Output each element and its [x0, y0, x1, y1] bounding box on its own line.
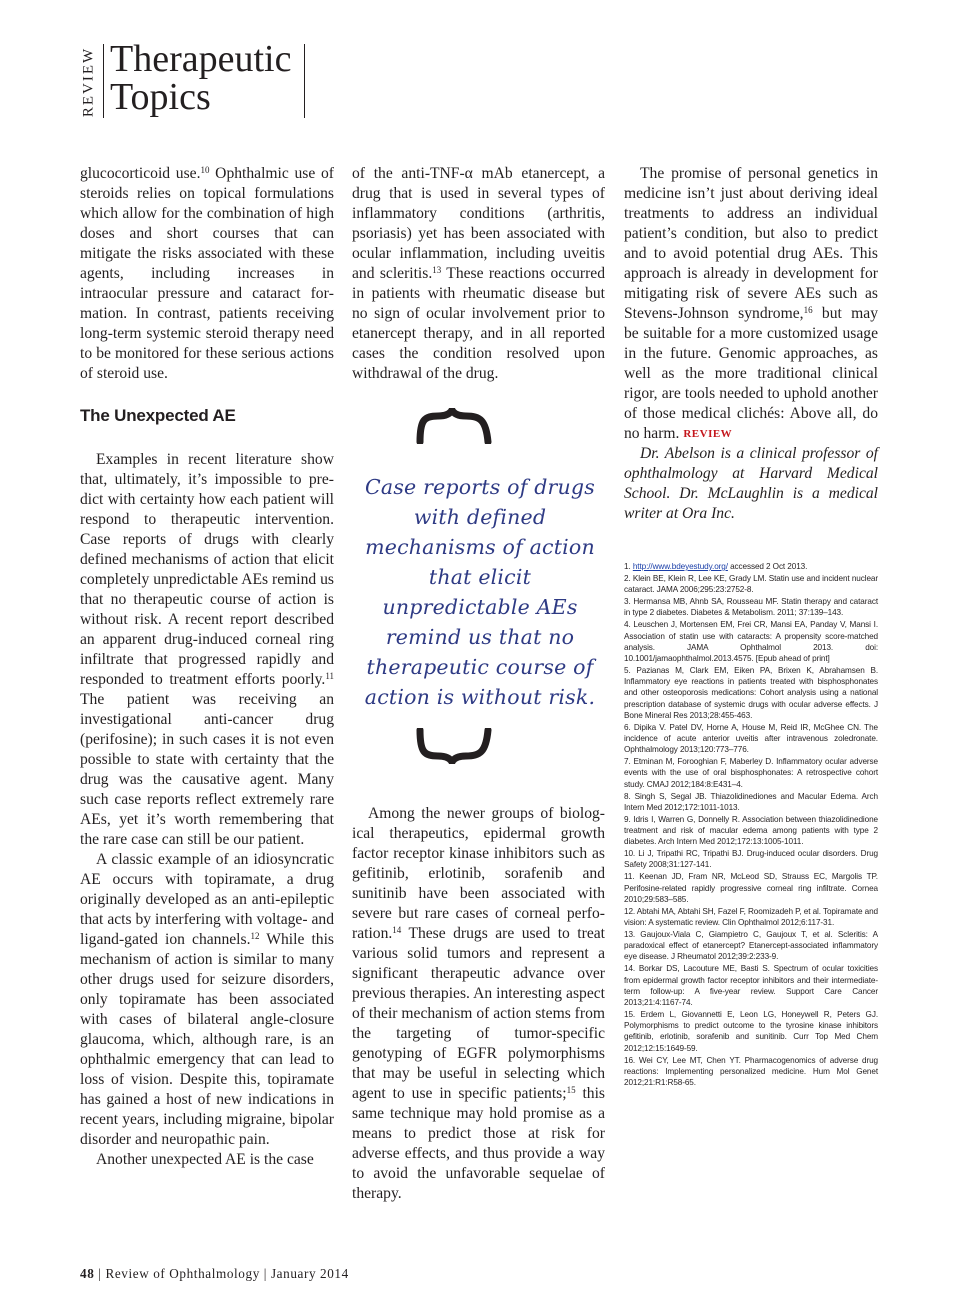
- citation: 13: [432, 265, 442, 275]
- section-title-line2: Topics: [110, 76, 211, 118]
- end-of-article-badge: REVIEW: [683, 428, 733, 440]
- paragraph: Another unexpected AE is the case: [96, 1151, 314, 1168]
- pull-quote: Case reports of drugs with defined mechanisms of action that elicit unpredictable AEs remind us that no therapeutic course of action is without risk.: [364, 475, 596, 709]
- reference-item: 1. http://www.bdeyestudy.org/ accessed 2 Oct 2013.: [624, 562, 808, 571]
- reference-item: 7. Etminan M, Forooghian F, Maberley D. Inflammatory ocular adverse events with the use of oral bisphosphonates: A retrospective cohort study. CMAJ 2012;184:8:E431–4.: [624, 757, 878, 789]
- column-2-top: [352, 164, 605, 384]
- section-heading: The Unexpected AE: [80, 406, 236, 425]
- citation: 15: [566, 1085, 576, 1095]
- reference-item: 3. Hermansa MB, Ahnb SA, Rousseau MF. Statin therapy and cataract in type 2 diabetes. Diabetes & Metabolism. 2011; 37:139–143.: [624, 597, 878, 618]
- citation: 12: [250, 931, 260, 941]
- close-brace-decoration: [416, 728, 492, 764]
- paragraph: A classic example of an idiosyncratic AE occurs with topiramate, a drug originally developed as an anti-epileptic that acts by interfering with voltage- and ligand-gated ion channels.$^{12}$ While this mechanism of action is similar to many other drugs used for seizure disorders, only topiramate has been associated with cases of bilateral angle-closure glaucoma, which, although rare, is an ophthalmic emergency that can lead to loss of vision. Despite this, topiramate has gained a host of new indications in recent years, including migraine, bipolar disorder and neuropathic pain.: [80, 851, 334, 1148]
- paragraph: The promise of personal genetics in medicine isn’t just about deriving ideal treatments to address an individual patient’s condition, but also to predict and to avoid potential drug AEs. This approach is already in development for mitigating risk of severe AEs such as Stevens-Johnson syndrome,$^{16}$ but may be suitable for a more customized usage in the future. Genomic approaches, as well as the more traditional clinical rigor, are tools needed to uphold another of those medical clichés: Above all, do no harm. REVIEW: [624, 165, 878, 442]
- paragraph: of the anti-TNF-α mAb etanercept, a drug that is used in several types of inflammatory conditions (arthritis, psoriasis) yet has been associated with ocular inflammation, including uveitis and scleritis.$^{13}$ These reactions occurred in patients with rheumatic disease but no sign of ocular involvement prior to etanercept therapy, and in all reported cases the condition resolved upon withdrawal of the drug.: [352, 165, 605, 382]
- reference-item: 4. Leuschen J, Mortensen EM, Frei CR, Mansi EA, Panday V, Mansi I. Association of statin use with cataracts: A propensity score-matched analysis. JAMA Ophthalmol 2013. doi: 10.1001/jamaophthalmol.2013.4575. [Epub ahead of print]: [624, 620, 878, 664]
- reference-item: 9. Idris I, Warren G, Donnelly R. Association between thiazolidinedione treatment and risk of macular edema among patients with type 2 diabetes. Arch Intern Med 2012;172:13:1005-1011.: [624, 814, 878, 847]
- citation: 10: [200, 165, 210, 175]
- header-divider-right: [304, 44, 305, 118]
- reference-item: 12. Abtahi MA, Abtahi SH, Fazel F, Roomizadeh P, et al. Topiramate and vision: A systematic review. Clin Ophthalmol 2012;6:117-31.: [624, 906, 878, 928]
- section-title-line1: Therapeutic: [110, 38, 292, 80]
- paragraph: glucocorticoid use.$^{10}$ Ophthalmic use of steroids relies on topical formulations which allow for the combination of high doses and short courses that can mitigate the risks associated with these agents, including increases in intraocular pressure and cataract formation. In contrast, patients receiving long-term systemic steroid therapy need to be monitored for these serious actions of steroid use.: [80, 165, 334, 382]
- open-brace-decoration: [416, 408, 492, 444]
- reference-item: 10. Li J, Tripathi RC, Tripathi BJ. Drug-induced ocular disorders. Drug Safety 2008;31:127-141.: [624, 849, 878, 870]
- references-list: [624, 561, 878, 1089]
- column-3: [624, 164, 878, 524]
- review-label: REVIEW: [80, 46, 97, 118]
- author-bio: Dr. Abelson is a clinical professor of ophthalmology at Harvard Medical School. Dr. McLaughlin is a medical writer at Ora Inc.: [624, 445, 878, 522]
- reference-item: 15. Erdem L, Giovannetti E, Leon LG, Honeywell R, Peters GJ. Polymorphisms to predict outcome to the tyrosine kinase inhibitors gefitinib, erlotinib, sorafenib and sunitinib. Curr Top Med Chem 2012;12:15:1649-59.: [624, 1010, 878, 1053]
- reference-item: 6. Dipika V. Patel DV, Horne A, House M, Reid IR, McGhee CN. The incidence of acute anterior uveitis after intravenous zoledronate. Ophthalmology 2013;120:773–776.: [624, 722, 878, 755]
- paragraph: Among the newer groups of biological therapeutics, epidermal growth factor receptor kinase inhibitors such as gefitinib, erlotinib, sorafenib and sunitinib have been associated with severe but rare cases of corneal perforation.$^{14}$ These drugs are used to treat various solid tumors and represent a significant therapeutic advance over previous therapies. An interesting aspect of their mechanism of action stems from the targeting of tumor-specific genotyping of EGFR polymorphisms that may be useful in selecting which agent to use in specific patients;$^{15}$ this same technique may hold promise as a means to predict those at risk for adverse effects, and thus provide a way to avoid the unfavorable sequelae of therapy.: [352, 805, 605, 1202]
- reference-item: 2. Klein BE, Klein R, Lee KE, Grady LM. Statin use and incident nuclear cataract. JAMA 2006;295:23:2752-8.: [624, 574, 878, 595]
- issue-date: January 2014: [270, 1266, 349, 1281]
- citation: 11: [325, 671, 334, 681]
- column-2-bottom: [352, 804, 605, 1204]
- reference-item: 14. Borkar DS, Lacouture ME, Basti S. Spectrum of ocular toxicities from epidermal growth factor receptor inhibitors and their intermediate-term follow-up: A five-year review. Support Care Cancer 2013;21:4:1167-74.: [624, 964, 878, 1008]
- header-divider-left: [103, 44, 104, 118]
- journal-name: Review of Ophthalmology: [105, 1266, 260, 1281]
- reference-item: 8. Singh S, Segal JB. Thiazolidinediones and Macular Edema. Arch Intern Med 2012;172:1011-1013.: [624, 791, 878, 812]
- page-footer: 48 | Review of Ophthalmology | January 2014: [80, 1266, 349, 1281]
- reference-item: 13. Gaujoux-Viala C, Giampietro C, Gaujoux T, et al. Scleritis: A paradoxical effect of etanercept? Etanercept-associated inflammatory eye disease. J Rheumatol 2012;39:2:233-9.: [624, 930, 878, 962]
- column-1: [80, 164, 334, 1170]
- paragraph: Examples in recent literature show that, ultimately, it’s impossible to predict with certainty how each patient will respond to therapeutic intervention. Case reports of drugs with clearly defined mechanisms of action that elicit completely unpredictable AEs remind us that no therapeutic course of action is without risk. A recent report described an apparent drug-induced corneal ring infiltrate that progressed rapidly and responded to treatment efforts poorly.$^{11}$ The patient was receiving an investigational anti-cancer drug (perifosine); in such cases it is not even possible to state with certainty that the drug was the causative agent. Many such case reports reflect extremely rare AEs, yet it’s worth remembering that the rare case can still be our patient.: [80, 451, 334, 848]
- section-title: [110, 40, 291, 116]
- reference-item: 11. Keenan JD, Fram NR, McLeod SD, Strauss EC, Margolis TP. Perifosine-related rapidly progressive corneal ring infiltrate. Cornea 2010;29:583–585.: [624, 872, 878, 904]
- reference-link[interactable]: http://www.bdeyestudy.org/: [632, 562, 728, 571]
- page-number: 48: [80, 1266, 95, 1281]
- reference-item: 5. Pazianas M, Clark EM, Eiken PA, Brixen K, Abrahamsen B. Inflammatory eye reactions in patients treated with bisphosphonates and other osteoporosis medications: Cohort analysis using a national prescription database of systemic drugs with ocular adverse effects. J Bone Mineral Res 2013;28:455-463.: [624, 666, 878, 720]
- reference-item: 16. Wei CY, Lee MT, Chen YT. Pharmacogenomics of adverse drug reactions: Implementing personalized medicine. Hum Mol Genet 2012;21:R1:R58-65.: [624, 1055, 878, 1088]
- citation: 16: [803, 305, 813, 315]
- citation: 14: [392, 925, 402, 935]
